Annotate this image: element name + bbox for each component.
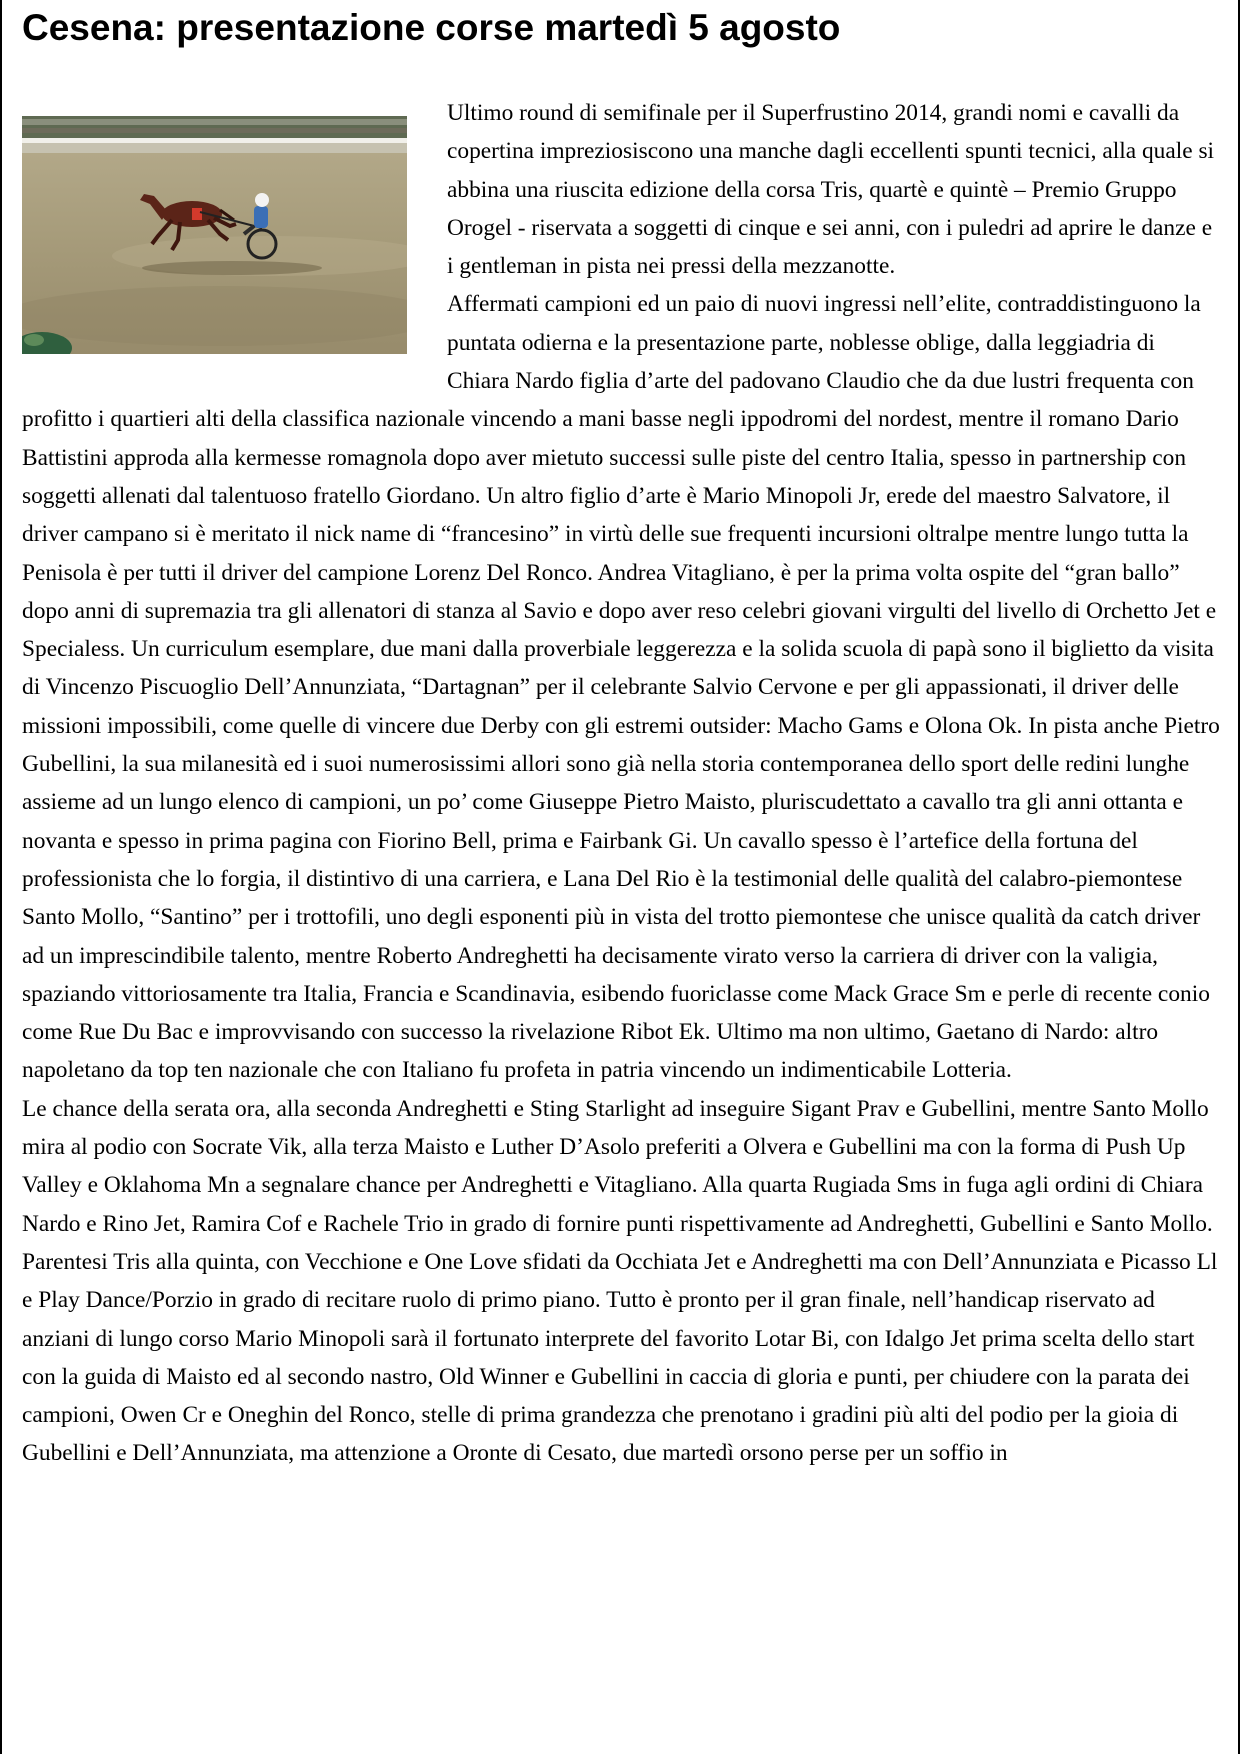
article-title: Cesena: presentazione corse martedì 5 agosto [22,7,841,48]
image-wrap-spacer [22,94,447,398]
article-body [22,94,1220,1473]
article-paragraph: Ultimo round di semifinale per il Superfrustino 2014, grandi nomi e cavalli da copertina impreziosiscono una manche dagli eccellenti spunti tecnici, alla quale si abbina una riuscita edizione della corsa Tris, quartè e quintè – Premio Gruppo Orogel - riservata a soggetti di cinque e sei anni, con i puledri ad aprire le danze e i gentleman in pista nei pressi della mezzanotte. [447,100,1215,280]
article-paragraph: Parentesi Tris alla quinta, con Vecchione e One Love sfidati da Occhiata Jet e Andreghetti ma con Dell’Annunziata e Picasso Ll e Play Dance/Porzio in grado di recitare ruolo di primo piano. Tutto è pronto per il gran finale, nell’handicap riservato ad anziani di lungo corso Mario Minopoli sarà il fortunato interprete del favorito Lotar Bi, con Idalgo Jet prima scelta dello start con la guida di Maisto ed al secondo nastro, Old Winner e Gubellini in caccia di gloria e punti, per chiudere con la parata dei campioni, Owen Cr e Oneghin del Ronco, stelle di prima grandezza che prenotano i gradini più alti del podio per la gioia di Gubellini e Dell’Annunziata, ma attenzione a Oronte di Cesato, due martedì orsono perse per un soffio in [22,1248,1218,1467]
article-paragraph: Affermati campioni ed un paio di nuovi ingressi nell’elite, contraddistinguono la puntata odierna e la presentazione parte, noblesse oblige, dalla leggiadria di Chiara Nardo figlia d’arte del padovano Claudio che da due lustri frequenta con profitto i quartieri alti della classifica nazionale vincendo a mani basse negli ippodromi del nordest, mentre il romano Dario Battistini approda alla kermesse romagnola dopo aver mietuto successi sulle piste del centro Italia, spesso in partnership con soggetti allenati dal talentuoso fratello Giordano. Un altro figlio d’arte è Mario Minopoli Jr, erede del maestro Salvatore, il driver campano si è meritato il nick name di “francesino” in virtù delle sue frequenti incursioni oltralpe mentre lungo tutta la Penisola è per tutti il driver del campione Lorenz Del Ronco. Andrea Vitagliano, è per la prima volta ospite del “gran ballo” dopo anni di supremazia tra gli allenatori di stanza al Savio e dopo aver reso celebri giovani virgulti del livello di Orchetto Jet e Specialess. Un curriculum esemplare, due mani dalla proverbiale leggerezza e la solida scuola di papà sono il biglietto da visita di Vincenzo Piscuoglio Dell’Annunziata, “Dartagnan” per il celebrante Salvio Cervone e per gli appassionati, il driver delle missioni impossibili, come quelle di vincere due Derby con gli estremi outsider: Macho Gams e Olona Ok. In pista anche Pietro Gubellini, la sua milanesità ed i suoi numerosissimi allori sono già nella storia contemporanea dello sport delle redini lunghe assieme ad un lungo elenco di campioni, un po’ come Giuseppe Pietro Maisto, pluriscudettato a cavallo tra gli anni ottanta e novanta e spesso in prima pagina con Fiorino Bell, prima e Fairbank Gi. Un cavallo spesso è l’artefice della fortuna del professionista che lo forgia, il distintivo di una carriera, e Lana Del Rio è la testimonial delle qualità del calabro-piemontese Santo Mollo, “Santino” per i trottofili, uno degli esponenti più in vista del trotto piemontese che unisce qualità da catch driver ad un imprescindibile talento, mentre Roberto Andreghetti ha decisamente virato verso la carriera di driver con la valigia, spaziando vittoriosamente tra Italia, Francia e Scandinavia, esibendo fuoriclasse come Mack Grace Sm e perle di recente conio come Rue Du Bac e improvvisando con successo la rivelazione Ribot Ek. Ultimo ma non ultimo, Gaetano di Nardo: altro napoletano da top ten nazionale che con Italiano fu profeta in patria vincendo un indimenticabile Lotteria. [22,291,1220,1084]
article-paragraph: Le chance della serata ora, alla seconda Andreghetti e Sting Starlight ad inseguire Sigant Prav e Gubellini, mentre Santo Mollo mira al podio con Socrate Vik, alla terza Maisto e Luther D’Asolo preferiti a Olvera e Gubellini ma con la forma di Push Up Valley e Oklahoma Mn a segnalare chance per Andreghetti e Vitagliano. Alla quarta Rugiada Sms in fuga agli ordini di Chiara Nardo e Rino Jet, Ramira Cof e Rachele Trio in grado di fornire punti rispettivamente ad Andreghetti, Gubellini e Santo Mollo. [22,1095,1213,1237]
